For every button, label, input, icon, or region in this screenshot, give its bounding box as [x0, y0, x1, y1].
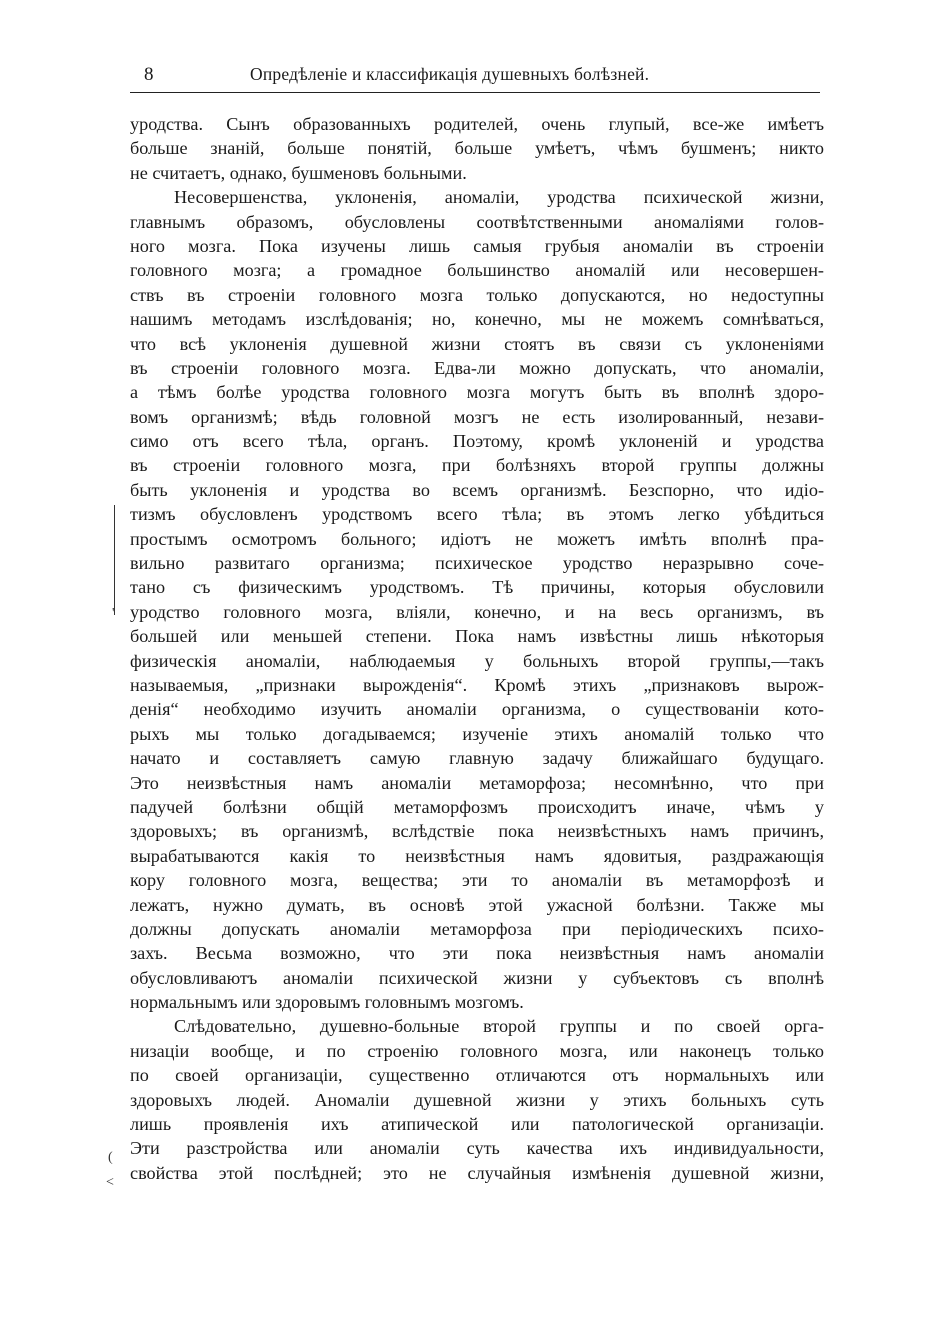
text-line: денія“ необходимо изучить аномаліи организма, о существованіи кото- [130, 699, 824, 720]
running-title: Опредѣленіе и классификація душевныхъ болѣзней. [250, 64, 650, 84]
text-line: здоровыхъ людей. Аномаліи душевной жизни у этихъ больныхъ суть [130, 1089, 824, 1110]
text-line: нормальнымъ или здоровымъ головнымъ мозгомъ. [130, 992, 524, 1013]
text-line: въ строеніи головного мозга, при болѣзняхъ второй группы должны [130, 455, 824, 476]
text-line: Эти разстройства или аномаліи суть качества ихъ индивидуальности, [130, 1138, 824, 1159]
paragraph [130, 185, 824, 1014]
text-line: начато и составляетъ самую главную задачу ближайшаго будущаго. [130, 748, 824, 769]
text-line: что всѣ уклоненія душевной жизни стоятъ въ связи съ уклоненіями [130, 333, 824, 354]
text-line: лишь проявленія ихъ атипической или патологической организаціи. [130, 1114, 824, 1135]
margin-bracket-mark: ( [108, 1150, 113, 1165]
text-line: быть уклоненія и уродства во всемъ организмѣ. Безспорно, что идіо- [130, 479, 824, 500]
text-line: захъ. Весьма возможно, что эти пока неизвѣстныя намъ аномаліи [130, 943, 824, 964]
text-line: здоровыхъ; въ организмѣ, вслѣдствіе пока неизвѣстныхъ намъ причинъ, [130, 821, 824, 842]
text-line: Это неизвѣстныя намъ аномаліи метаморфоза; несомнѣнно, что при [130, 772, 824, 793]
page-header [130, 58, 820, 93]
text-line: симо отъ всего тѣла, органъ. Поэтому, кромѣ уклоненій и уродства [130, 431, 824, 452]
text-line: вырабатываются какія то неизвѣстныя намъ ядовитыя, раздражающія [130, 845, 824, 866]
text-line: обусловливаютъ аномаліи психической жизни у субъектовъ съ вполнѣ [130, 967, 824, 988]
page-number: 8 [144, 64, 154, 85]
text-line: называемыя, „признаки вырожденія“. Кромѣ этихъ „признаковъ вырож- [130, 674, 824, 695]
text-line: уродство головного мозга, вліяли, конечно, и на весь организмъ, въ [130, 601, 824, 622]
text-line: вомъ организмѣ; вѣдь головной мозгъ не есть изолированный, незави- [130, 406, 824, 427]
text-line: вильно развитаго организма; психическое уродство неразрывно соче- [130, 553, 824, 574]
margin-pencil-mark [114, 505, 115, 615]
text-line: по своей организаціи, существенно отличаются отъ нормальныхъ или [130, 1065, 824, 1086]
text-line: не считаетъ, однако, бушменовъ больными. [130, 162, 467, 183]
text-line: головного мозга; а громадное большинство аномалій или несовершен- [130, 260, 824, 281]
text-line: физическія аномаліи, наблюдаемыя у больныхъ второй группы,—такъ [130, 650, 824, 671]
paragraph [130, 1014, 824, 1185]
text-line: должны допускать аномаліи метаморфоза при періодическихъ психо- [130, 918, 824, 939]
text-line: низаціи вообще, и по строенію головного мозга, или наконецъ только [130, 1040, 824, 1061]
text-line: большей или меньшей степени. Пока намъ извѣстны лишь нѣкоторыя [130, 626, 824, 647]
text-line: тизмъ обусловленъ уродствомъ всего тѣла; въ этомъ легко убѣдиться [130, 504, 824, 525]
text-body [130, 112, 824, 1185]
text-line: Несовершенства, уклоненія, аномаліи, уродства психической жизни, [174, 187, 824, 208]
text-line: ного мозга. Пока изучены лишь самыя грубыя аномаліи въ строеніи [130, 235, 824, 256]
text-line: кору головного мозга, вещества; эти то аномаліи въ метаморфозѣ и [130, 870, 824, 891]
text-line: въ строеніи головного мозга. Едва-ли можно допускать, что аномаліи, [130, 357, 824, 378]
text-line: простымъ осмотромъ больного; идіотъ не можетъ имѣть вполнѣ пра- [130, 528, 824, 549]
margin-bracket-mark: < [106, 1175, 114, 1190]
text-line: главнымъ образомъ, обусловлены соотвѣтственными аномаліями голов- [130, 211, 824, 232]
text-line: тано съ физическимъ уродствомъ. Тѣ причины, которыя обусловили [130, 577, 824, 598]
text-line: рыхъ мы только догадываемся; изученіе этихъ аномалій только что [130, 723, 824, 744]
text-line: больше знаній, больше понятій, больше умѣетъ, чѣмъ бушменъ; никто [130, 138, 824, 159]
text-line: уродства. Сынъ образованныхъ родителей, очень глупый, все-же имѣетъ [130, 114, 824, 134]
text-line: падучей болѣзни общій метаморфозмъ происходитъ иначе, чѣмъ у [130, 796, 824, 817]
paragraph [130, 112, 824, 185]
text-line: ствъ въ строеніи головного мозга только допускаются, но недоступны [130, 284, 824, 305]
text-line: свойства этой послѣдней; это не случайныя измѣненія душевной жизни, [130, 1162, 824, 1183]
text-line: а тѣмъ болѣе уродства головного мозга могутъ быть въ вполнѣ здоро- [130, 382, 824, 403]
margin-tick-mark: ' [112, 606, 115, 621]
text-line: нашимъ методамъ изслѣдованія; но, конечно, мы не можемъ сомнѣваться, [130, 309, 824, 330]
text-line: Слѣдовательно, душевно-больные второй группы и по своей орга- [174, 1016, 824, 1037]
text-line: лежатъ, нужно думать, въ основѣ этой ужасной болѣзни. Также мы [130, 894, 824, 915]
